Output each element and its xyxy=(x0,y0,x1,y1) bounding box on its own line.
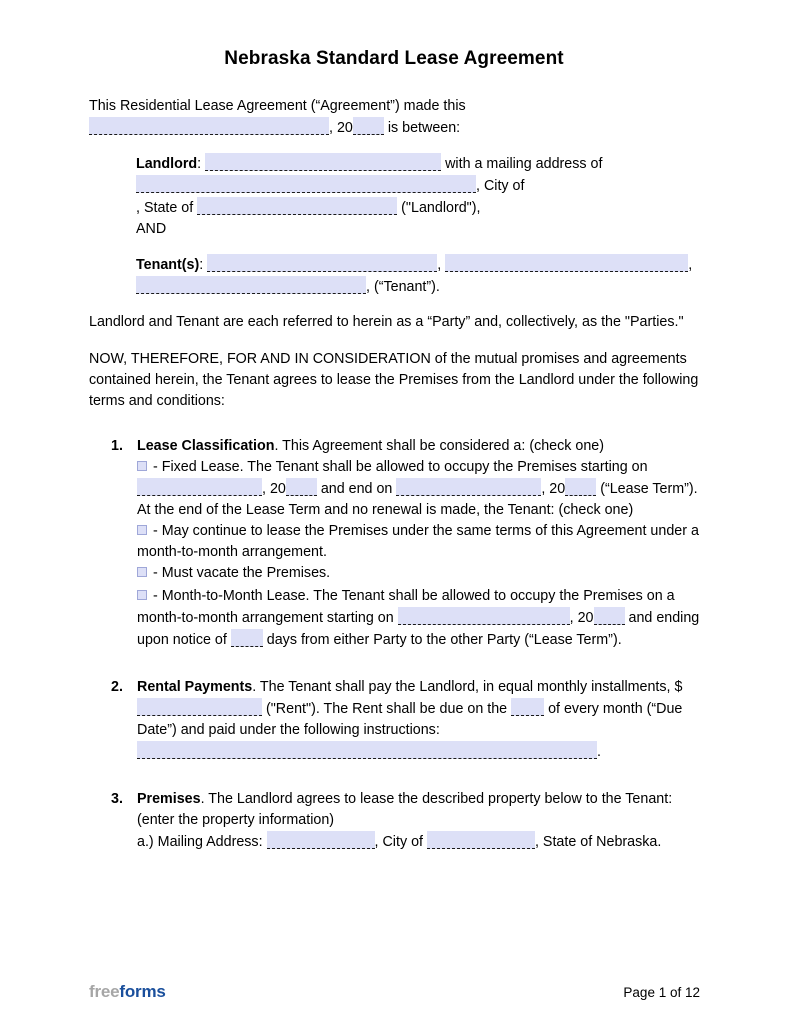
section-2-text xyxy=(137,677,701,763)
premises-item-a-label: a.) Mailing Address: xyxy=(137,834,267,850)
field-fixed-end-date[interactable] xyxy=(396,478,541,496)
checkbox-month-to-month[interactable] xyxy=(137,590,147,600)
field-agreement-date[interactable] xyxy=(89,117,329,135)
mtm-mid: and ending upon notice of xyxy=(137,610,700,648)
landlord-line-3 xyxy=(136,197,701,219)
end-option-continue-text: - May continue to lease the Premises under the same terms of this Agreement under a month-to-month arrangement. xyxy=(137,523,699,560)
section-2-number: 2. xyxy=(111,679,123,695)
section-1-heading: Lease Classification xyxy=(137,438,275,454)
section-premises xyxy=(111,789,701,853)
field-landlord-address[interactable] xyxy=(136,175,476,193)
freeforms-logo[interactable] xyxy=(89,982,166,1002)
landlord-block xyxy=(136,153,701,240)
tenant-block xyxy=(136,254,701,298)
landlord-closing: ("Landlord"), xyxy=(397,200,481,216)
month-to-month-label: - Month-to-Month Lease. The Tenant shall be allowed to occupy the Premises on a month-to-month arrangement starting on xyxy=(137,588,675,626)
section-lease-classification xyxy=(111,436,701,651)
tenant-line-2 xyxy=(136,276,701,298)
intro-line-1: This Residential Lease Agreement (“Agreement”) made this xyxy=(89,98,466,114)
intro-year-prefix: , 20 xyxy=(329,120,353,136)
consideration-paragraph: NOW, THEREFORE, FOR AND IN CONSIDERATION of the mutual promises and agreements contained herein, the Tenant agrees to lease the Premises from the Landlord under the following terms and conditions: xyxy=(89,351,699,409)
tenant-label: Tenant(s) xyxy=(136,257,200,273)
section-1-number: 1. xyxy=(111,438,123,454)
checkbox-fixed-lease[interactable] xyxy=(137,461,147,471)
section-3-text-1: . The Landlord agrees to lease the described property below to the Tenant: (enter the property information) xyxy=(137,791,673,828)
field-premises-address[interactable] xyxy=(267,831,375,849)
section-3-number: 3. xyxy=(111,791,123,807)
mtm-year-prefix: , 20 xyxy=(569,610,594,626)
mtm-tail: days from either Party to the other Party (“Lease Term”). xyxy=(262,632,622,648)
field-landlord-state[interactable] xyxy=(197,197,397,215)
premises-city-label: , City of xyxy=(374,834,427,850)
field-mtm-notice-days[interactable] xyxy=(231,629,263,647)
end-option-vacate-text: - Must vacate the Premises. xyxy=(149,565,331,581)
logo-text-free: free xyxy=(89,982,120,1001)
logo-text-forms: forms xyxy=(119,982,166,1001)
section-3-body xyxy=(137,789,701,853)
section-3-text xyxy=(137,789,701,831)
field-premises-city[interactable] xyxy=(427,831,535,849)
field-rent-amount[interactable] xyxy=(137,698,262,716)
spacer xyxy=(89,428,701,436)
checkbox-may-continue[interactable] xyxy=(137,525,147,535)
landlord-city-label: , City of xyxy=(476,178,525,194)
tenant-comma-2: , xyxy=(688,257,693,273)
spacer xyxy=(89,669,701,677)
field-tenant-2[interactable] xyxy=(445,254,688,272)
spacer xyxy=(89,139,701,153)
landlord-line-2 xyxy=(136,175,701,197)
section-1-intro-rest: . This Agreement shall be considered a: (check one) xyxy=(274,438,605,454)
tenant-comma-1: , xyxy=(437,257,442,273)
field-mtm-start-year[interactable] xyxy=(594,607,625,625)
field-mtm-start-date[interactable] xyxy=(398,607,570,625)
tenant-closing: , (“Tenant”). xyxy=(366,279,440,295)
spacer xyxy=(89,240,701,254)
section-1-body xyxy=(137,436,701,651)
fixed-lease-text-1: - Fixed Lease. The Tenant shall be allowed to occupy the Premises starting on xyxy=(149,459,648,475)
premises-state-label: , State of Nebraska. xyxy=(534,834,662,850)
tenant-line-1 xyxy=(136,254,701,276)
checkbox-must-vacate[interactable] xyxy=(137,567,147,577)
section-1-heading-line xyxy=(137,436,701,457)
landlord-colon: : xyxy=(197,156,202,172)
section-2-heading: Rental Payments xyxy=(137,679,253,695)
field-payment-instructions[interactable] xyxy=(137,741,597,759)
document-body xyxy=(89,96,701,871)
month-to-month-option xyxy=(137,586,701,651)
section-2-text-4: . xyxy=(597,744,601,760)
end-option-vacate xyxy=(137,563,701,584)
landlord-label: Landlord xyxy=(136,156,198,172)
landlord-mailing-text: with a mailing address of xyxy=(441,156,603,172)
intro-line2-suffix: is between: xyxy=(383,120,461,136)
field-agreement-year[interactable] xyxy=(353,117,384,135)
fixed-lease-tail: (“Lease Term”). At the end of the Lease Term and no renewal is made, the Tenant: (check one) xyxy=(137,481,698,518)
landlord-and: AND xyxy=(136,221,167,237)
page-number: Page 1 of 12 xyxy=(623,985,700,1000)
section-2-body xyxy=(137,677,701,763)
landlord-state-label: , State of xyxy=(136,200,198,216)
intro-line-2 xyxy=(89,117,701,139)
field-fixed-start-date[interactable] xyxy=(137,478,262,496)
section-2-text-2: ("Rent"). The Rent shall be due on the xyxy=(262,701,512,717)
field-tenant-3[interactable] xyxy=(136,276,366,294)
page-title: Nebraska Standard Lease Agreement xyxy=(224,48,564,69)
fixed-lease-mid: and end on xyxy=(316,481,397,497)
field-fixed-start-year[interactable] xyxy=(286,478,317,496)
section-2-text-1: . The Tenant shall pay the Landlord, in equal monthly installments, $ xyxy=(252,679,683,695)
field-tenant-1[interactable] xyxy=(207,254,437,272)
spacer xyxy=(89,298,701,312)
fixed-lease-option xyxy=(137,457,701,521)
section-2-text-3: of every month (“Due Date”) and paid under the following instructions: xyxy=(137,701,683,738)
parties-paragraph: Landlord and Tenant are each referred to herein as a “Party” and, collectively, as the "Parties." xyxy=(89,314,684,330)
tenant-colon: : xyxy=(199,257,204,273)
end-option-continue xyxy=(137,521,701,563)
section-3-heading: Premises xyxy=(137,791,201,807)
page-footer xyxy=(0,982,788,1008)
field-due-day[interactable] xyxy=(511,698,544,716)
fixed-lease-year-prefix-1: , 20 xyxy=(262,481,286,497)
fixed-lease-year-prefix-2: , 20 xyxy=(541,481,566,497)
field-landlord-name[interactable] xyxy=(205,153,441,171)
field-fixed-end-year[interactable] xyxy=(565,478,596,496)
landlord-line-1 xyxy=(136,153,701,175)
premises-item-a xyxy=(137,831,701,853)
spacer xyxy=(89,781,701,789)
section-rental-payments xyxy=(111,677,701,763)
